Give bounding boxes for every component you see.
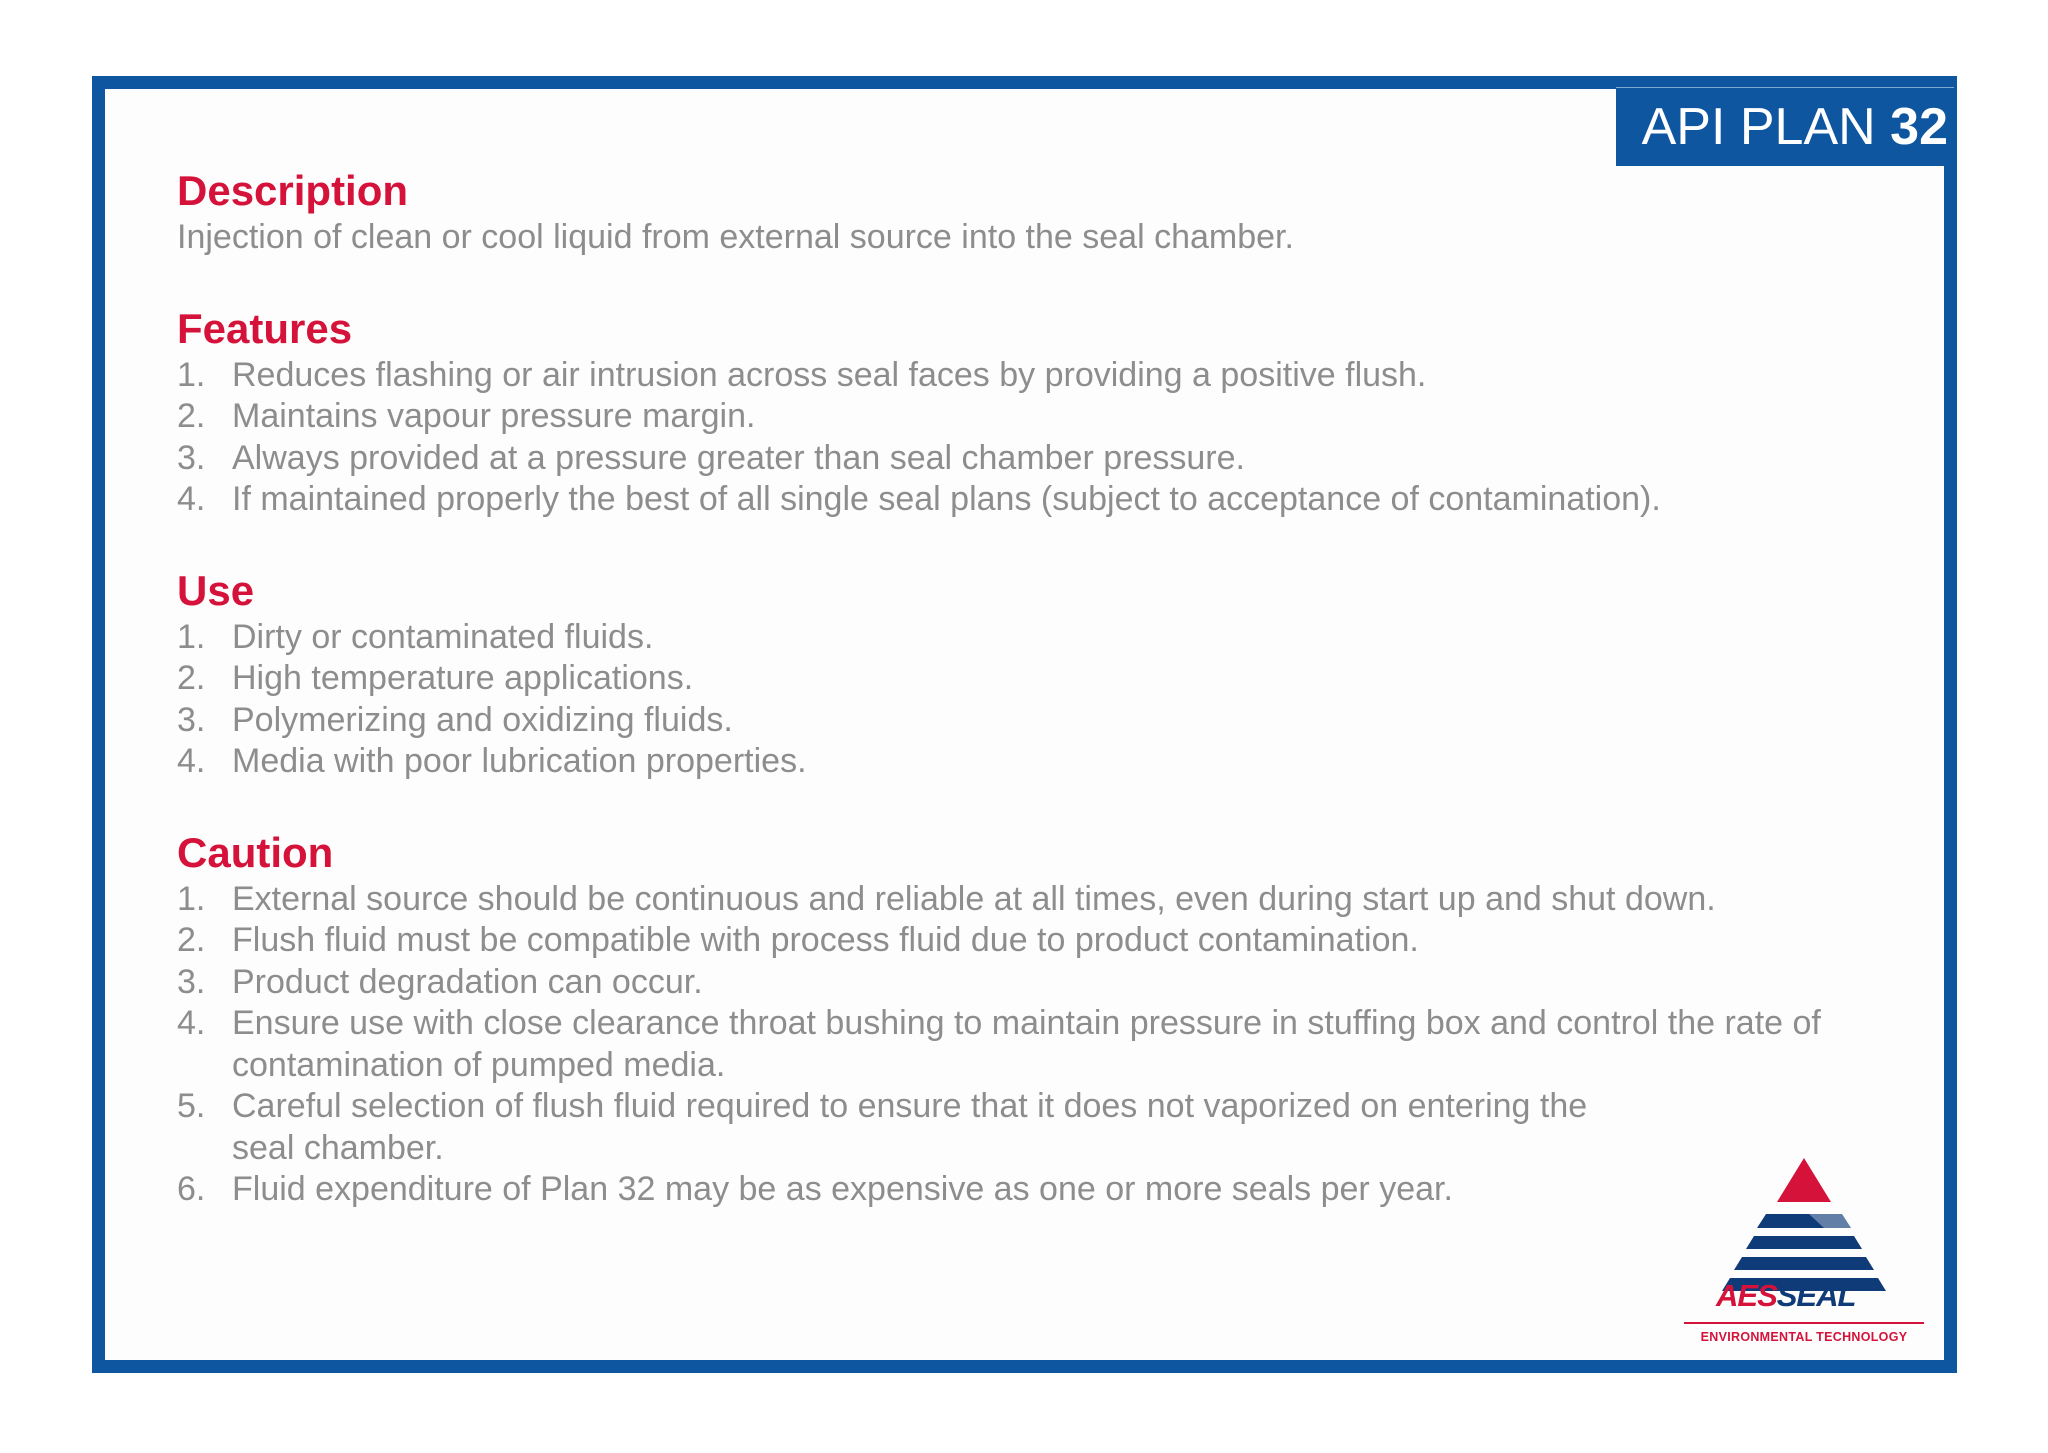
item-text: Dirty or contaminated fluids. <box>232 617 654 656</box>
item-number: 6. <box>177 1170 206 1208</box>
list-item <box>177 700 1917 742</box>
item-number: 2. <box>177 921 206 959</box>
item-text: Polymerizing and oxidizing fluids. <box>232 700 733 739</box>
item-number: 3. <box>177 962 206 1001</box>
item-number: 2. <box>177 659 206 697</box>
list-item <box>177 962 1917 1004</box>
item-text: Fluid expenditure of Plan 32 may be as expensive as one or more seals per year. <box>232 1170 1453 1208</box>
features-section <box>177 303 1917 521</box>
description-section <box>177 165 1917 259</box>
description-heading: Description <box>177 167 409 214</box>
wordmark-seal: SEAL <box>1776 1278 1856 1313</box>
main-content <box>177 165 1917 1255</box>
item-number: 3. <box>177 700 206 739</box>
features-list <box>177 355 1917 521</box>
item-text: Media with poor lubrication properties. <box>232 742 807 780</box>
wordmark-aes: AES <box>1716 1278 1777 1313</box>
item-text: Reduces flashing or air intrusion across seal faces by providing a positive flush. <box>232 355 1427 394</box>
item-text: Maintains vapour pressure margin. <box>232 397 756 435</box>
caution-heading: Caution <box>177 828 334 876</box>
list-item <box>177 741 1917 783</box>
item-number: 1. <box>177 617 206 656</box>
list-item <box>177 1169 1917 1211</box>
item-number: 2. <box>177 397 206 435</box>
item-text: Product degradation can occur. <box>232 962 703 1001</box>
item-number: 1. <box>177 355 206 394</box>
item-text: High temperature applications. <box>232 659 694 697</box>
list-item <box>177 617 1917 659</box>
list-item <box>177 438 1917 480</box>
logo-tagline: ENVIRONMENTAL TECHNOLOGY <box>1700 1330 1908 1344</box>
description-text: Injection of clean or cool liquid from external source into the seal chamber. <box>177 218 1294 256</box>
item-text: Flush fluid must be compatible with process fluid due to product contamination. <box>232 921 1419 959</box>
item-number: 5. <box>177 1087 206 1125</box>
item-number: 4. <box>177 1004 206 1042</box>
list-item <box>177 396 1917 438</box>
use-list <box>177 617 1917 783</box>
item-number: 1. <box>177 879 206 918</box>
item-text: Always provided at a pressure greater than seal chamber pressure. <box>232 438 1245 477</box>
plan-badge-number: 32 <box>1890 98 1948 156</box>
item-number: 4. <box>177 480 206 518</box>
caution-section <box>177 827 1917 1211</box>
list-item <box>177 1086 1917 1169</box>
caution-list <box>177 879 1917 1211</box>
list-item <box>177 479 1917 521</box>
features-heading: Features <box>177 304 353 352</box>
use-section <box>177 565 1917 783</box>
item-number: 3. <box>177 438 206 477</box>
list-item <box>177 920 1917 962</box>
item-text: Careful selection of flush fluid required to ensure that it does not vaporized on entering the seal chamber. <box>232 1087 1588 1167</box>
use-heading: Use <box>177 566 255 614</box>
list-item <box>177 879 1917 921</box>
list-item <box>177 658 1917 700</box>
list-item <box>177 1003 1917 1086</box>
aesseal-wordmark <box>1716 1278 1855 1314</box>
item-text: Ensure use with close clearance throat bushing to maintain pressure in stuffing box and control the rate of contamination of pumped media. <box>232 1004 1821 1084</box>
item-number: 4. <box>177 742 206 780</box>
plan-badge-prefix: API PLAN <box>1641 98 1891 156</box>
plan-badge <box>1616 88 1954 166</box>
logo-divider <box>1684 1322 1924 1324</box>
item-text: If maintained properly the best of all single seal plans (subject to acceptance of contamination). <box>232 480 1661 518</box>
item-text: External source should be continuous and reliable at all times, even during start up and shut down. <box>232 879 1716 918</box>
list-item <box>177 355 1917 397</box>
